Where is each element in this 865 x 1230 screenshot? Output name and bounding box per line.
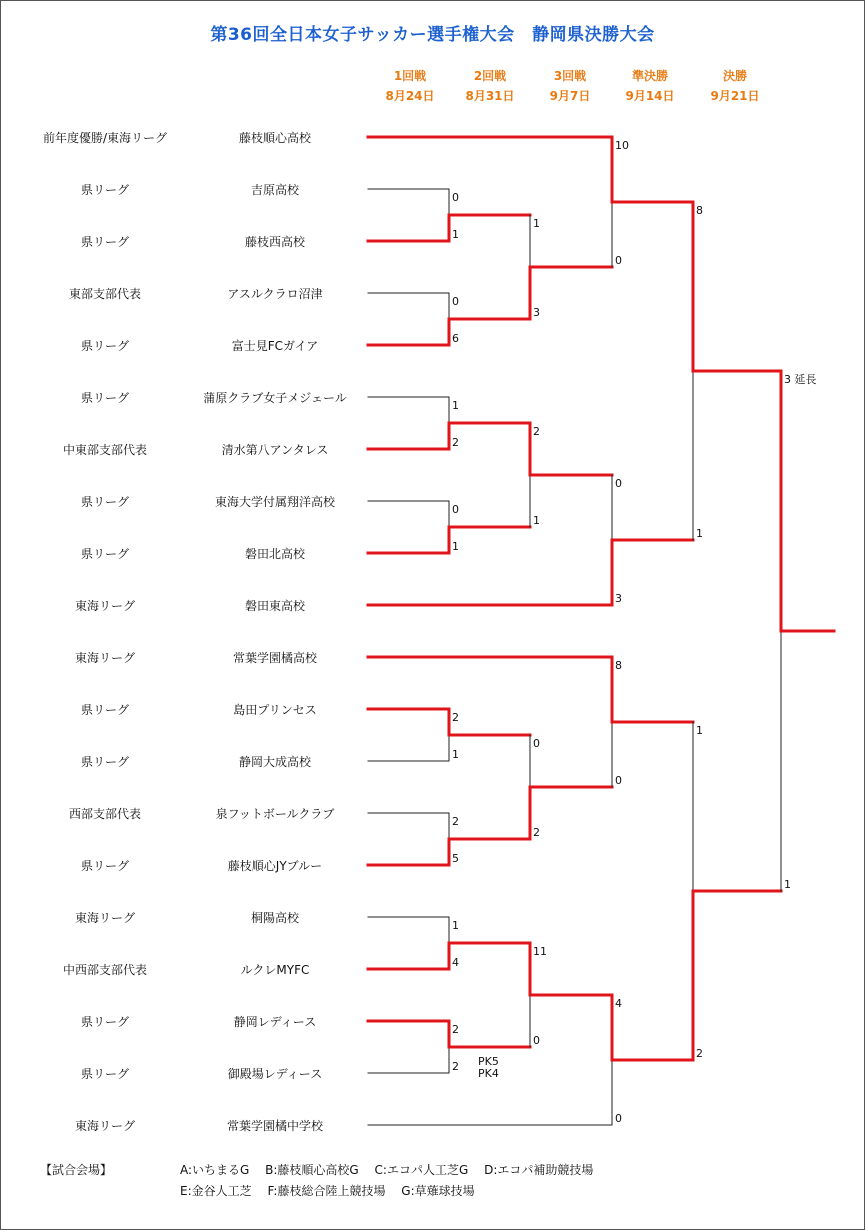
score-top: 10 — [615, 139, 629, 152]
round-name: 準決勝 — [631, 69, 668, 83]
team-category: 県リーグ — [80, 1067, 129, 1081]
score-bottom: 0 — [615, 774, 622, 787]
round-date: 8月31日 — [465, 89, 515, 103]
score-top: 8 — [615, 659, 622, 672]
team-name: 東海大学付属翔洋高校 — [214, 495, 335, 509]
team-category: 東海リーグ — [74, 599, 135, 613]
team-category: 東海リーグ — [74, 911, 135, 925]
score-bottom: 2 — [452, 436, 459, 449]
score-top: 0 — [533, 737, 540, 750]
round-date: 8月24日 — [385, 89, 435, 103]
team-name: ルクレMYFC — [240, 963, 310, 977]
round-name: 決勝 — [722, 69, 747, 83]
team-name: 島田プリンセス — [233, 703, 317, 717]
team-name: 清水第八アンタレス — [221, 443, 329, 457]
score-top: 3 延長 — [784, 373, 817, 386]
team-name: 磐田東高校 — [244, 599, 305, 613]
score-bottom: 2 — [452, 1060, 459, 1073]
round-name: 3回戦 — [553, 69, 587, 83]
round-name: 1回戦 — [393, 69, 427, 83]
team-name: 藤枝順心高校 — [238, 131, 311, 145]
team-category: 県リーグ — [80, 339, 129, 353]
venue-label: 【試合会場】 — [40, 1163, 113, 1177]
score-bottom: 1 — [452, 540, 459, 553]
team-name: 御殿場レディース — [227, 1067, 323, 1081]
score-bottom: 3 — [615, 592, 622, 605]
page-title: 第36回全日本女子サッカー選手権大会 静岡県決勝大会 — [210, 25, 655, 45]
venue-legend — [40, 1161, 594, 1198]
score-top: 2 — [533, 425, 540, 438]
team-category: 県リーグ — [80, 1015, 129, 1029]
score-top: 0 — [452, 503, 459, 516]
score-bottom: 1 — [696, 527, 703, 540]
score-bottom: 3 — [533, 306, 540, 319]
score-top: 0 — [452, 295, 459, 308]
team-category: 県リーグ — [80, 755, 129, 769]
score-top: 1 — [452, 399, 459, 412]
team-name: 常葉学園橘高校 — [232, 651, 317, 665]
team-name: 藤枝西高校 — [244, 235, 305, 249]
score-bottom: 0 — [615, 1112, 622, 1125]
team-name: 蒲原クラブ女子メジェール — [203, 391, 347, 405]
score-top: 0 — [615, 477, 622, 490]
team-category: 東部支部代表 — [68, 287, 141, 301]
score-bottom: 2 — [533, 826, 540, 839]
round-date: 9月7日 — [549, 89, 591, 103]
score-top: 11 — [533, 945, 547, 958]
score-top: 1 — [696, 724, 703, 737]
venue-line-2: E:金谷人工芝 F:藤枝総合陸上競技場 G:草薙球技場 — [180, 1184, 475, 1198]
team-name: 常葉学園橘中学校 — [226, 1119, 323, 1133]
score-bottom: 0 — [615, 254, 622, 267]
team-name: 泉フットボールクラブ — [215, 807, 335, 821]
score-top: 8 — [696, 204, 703, 217]
team-name: 富士見FCガイア — [231, 339, 319, 353]
score-bottom: 1 — [452, 748, 459, 761]
team-name: 磐田北高校 — [244, 547, 305, 561]
score-bottom: 1 — [784, 878, 791, 891]
team-category: 県リーグ — [80, 391, 129, 405]
score-top: 2 — [452, 711, 459, 724]
score-top: 4 — [615, 997, 622, 1010]
team-name: 吉原高校 — [250, 183, 299, 197]
team-name: アスルクラロ沼津 — [227, 287, 323, 301]
score-bottom: 2 — [696, 1047, 703, 1060]
score-bottom: 0 — [533, 1034, 540, 1047]
team-name: 静岡大成高校 — [238, 755, 311, 769]
team-category: 県リーグ — [80, 495, 129, 509]
team-category: 東海リーグ — [74, 1119, 135, 1133]
team-category: 県リーグ — [80, 859, 129, 873]
team-category: 県リーグ — [80, 235, 129, 249]
pk-score-bottom: PK4 — [478, 1067, 499, 1080]
pk-score-top: PK5 — [478, 1055, 499, 1068]
round-date: 9月14日 — [625, 89, 675, 103]
score-top: 1 — [533, 217, 540, 230]
team-category: 東海リーグ — [74, 651, 135, 665]
score-top: 2 — [452, 1023, 459, 1036]
round-name: 2回戦 — [473, 69, 507, 83]
score-bottom: 1 — [533, 514, 540, 527]
team-category: 県リーグ — [80, 547, 129, 561]
team-name: 桐陽高校 — [250, 911, 299, 925]
score-top: 0 — [452, 191, 459, 204]
team-category: 県リーグ — [80, 703, 129, 717]
score-bottom: 1 — [452, 228, 459, 241]
team-category: 中東部支部代表 — [62, 443, 147, 457]
team-category: 県リーグ — [80, 183, 129, 197]
score-bottom: 6 — [452, 332, 459, 345]
team-category: 西部支部代表 — [68, 807, 141, 821]
venue-line-1: A:いちまるG B:藤枝順心高校G C:エコパ人工芝G D:エコパ補助競技場 — [180, 1163, 594, 1177]
score-bottom: 5 — [452, 852, 459, 865]
score-top: 1 — [452, 919, 459, 932]
team-name: 藤枝順心JYブルー — [227, 859, 323, 873]
score-bottom: 4 — [452, 956, 459, 969]
team-category: 中西部支部代表 — [62, 963, 147, 977]
team-category: 前年度優勝/東海リーグ — [42, 131, 168, 145]
score-top: 2 — [452, 815, 459, 828]
round-date: 9月21日 — [710, 89, 760, 103]
team-name: 静岡レディース — [233, 1015, 317, 1029]
